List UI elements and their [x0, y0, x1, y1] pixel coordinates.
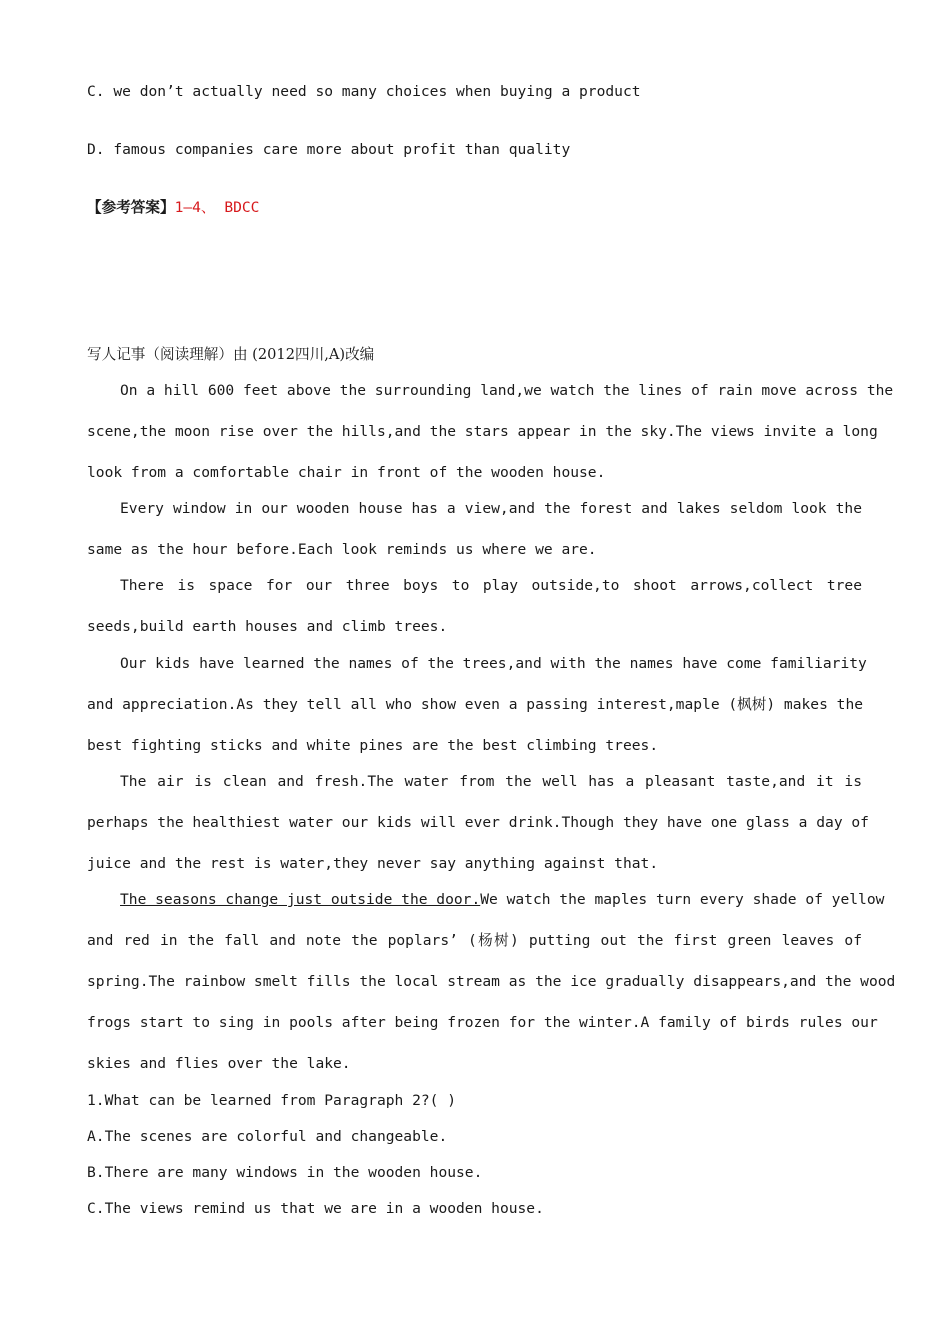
option-c: C.The views remind us that we are in a wooden house. — [87, 1200, 544, 1217]
option-a: A.The scenes are colorful and changeable. — [87, 1128, 448, 1145]
passage-line: spring.The rainbow smelt fills the local stream as the ice gradually disappears,and the wood — [87, 973, 896, 990]
passage-line: On a hill 600 feet above the surrounding land,we watch the lines of rain move across the — [120, 382, 894, 399]
passage-line: Our kids have learned the names of the trees,and with the names have come familiarity — [120, 655, 867, 672]
answer-value: 1—4、 BDCC — [174, 199, 260, 216]
passage-line: and appreciation.As they tell all who show even a passing interest,maple (枫树) makes the — [87, 696, 864, 713]
passage-line-rest: We watch the maples turn every shade of yellow — [480, 891, 885, 908]
passage-line: juice and the rest is water,they never say anything against that. — [87, 855, 659, 872]
answer-label: 【参考答案】 — [87, 199, 175, 216]
passage-line: best fighting sticks and white pines are the best climbing trees. — [87, 737, 659, 754]
passage-line: Every window in our wooden house has a view,and the forest and lakes seldom look the — [120, 500, 862, 517]
question-stem: 1.What can be learned from Paragraph 2?( ) — [87, 1092, 457, 1109]
passage-line — [120, 890, 885, 910]
option-d-prev: D. famous companies care more about profit than quality — [87, 141, 571, 158]
passage-line: look from a comfortable chair in front of the wooden house. — [87, 464, 606, 481]
passage-line: seeds,build earth houses and climb trees. — [87, 618, 448, 635]
option-b: B.There are many windows in the wooden house. — [87, 1164, 483, 1181]
passage-line: scene,the moon rise over the hills,and the stars appear in the sky.The views invite a long — [87, 423, 878, 440]
reference-answer — [87, 198, 862, 218]
passage-line: same as the hour before.Each look reminds us where we are. — [87, 541, 597, 558]
section-title: 写人记事（阅读理解）由 (2012四川,A)改编 — [87, 346, 375, 363]
passage-line: skies and flies over the lake. — [87, 1055, 351, 1072]
passage-line: and red in the fall and note the poplars’ (杨树) putting out the first green leaves of — [87, 932, 862, 949]
passage-line: perhaps the healthiest water our kids will ever drink.Though they have one glass a day of — [87, 814, 869, 831]
underlined-sentence: The seasons change just outside the door. — [120, 891, 481, 908]
passage-line: frogs start to sing in pools after being frozen for the winter.A family of birds rules our — [87, 1014, 878, 1031]
passage-line: The air is clean and fresh.The water from the well has a pleasant taste,and it is — [120, 773, 862, 790]
option-c-prev: C. we don’t actually need so many choices when buying a product — [87, 83, 641, 100]
passage-line: There is space for our three boys to play outside,to shoot arrows,collect tree — [120, 577, 862, 594]
